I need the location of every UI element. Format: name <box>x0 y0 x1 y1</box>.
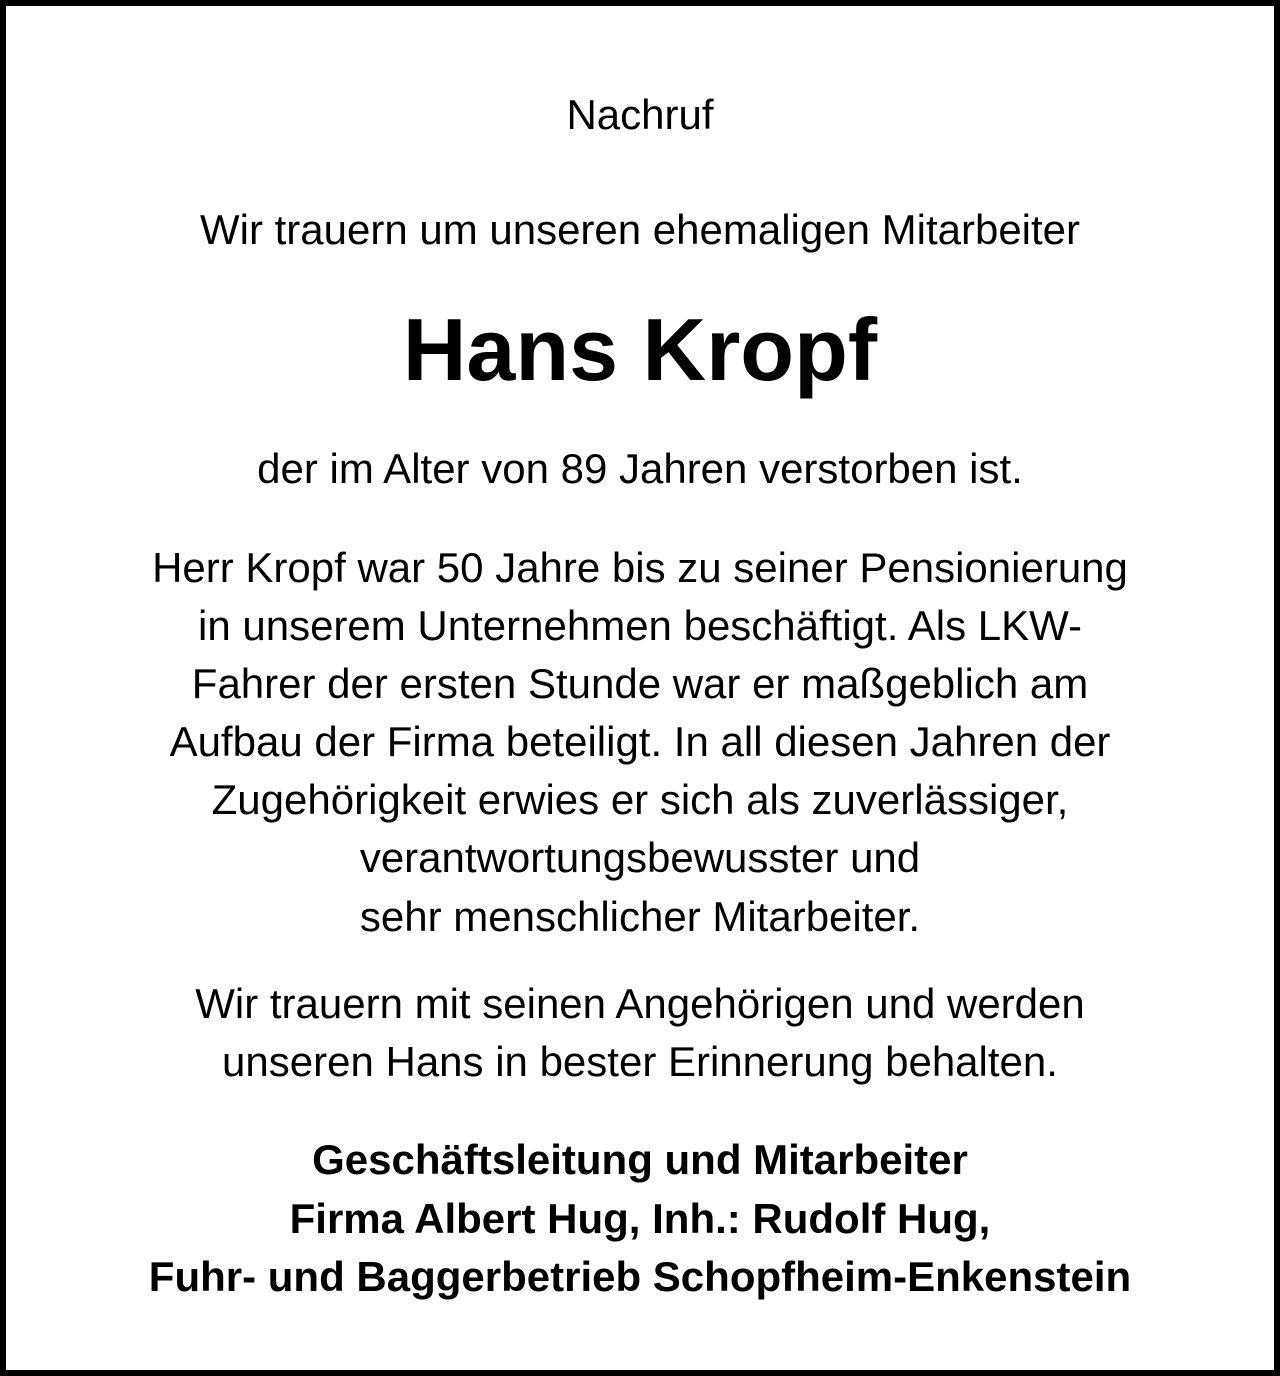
intro-text: Wir trauern um unseren ehemaligen Mitarbeiter <box>199 206 1081 253</box>
tribute-line: Fahrer der ersten Stunde war er maßgeblich am <box>191 660 1089 707</box>
closing-line: Wir trauern mit seinen Angehörigen und werden <box>195 980 1085 1027</box>
tribute-line: Aufbau der Firma beteiligt. In all diesen Jahren der <box>169 718 1111 765</box>
age-line: der im Alter von 89 Jahren verstorben ist. <box>257 445 1023 492</box>
deceased-name: Hans Kropf <box>402 300 878 399</box>
tribute-line: Zugehörigkeit erwies er sich als zuverlässiger, <box>211 776 1069 823</box>
tribute-line: Herr Kropf war 50 Jahre bis zu seiner Pensionierung <box>152 544 1128 591</box>
signature-line: Firma Albert Hug, Inh.: Rudolf Hug, <box>289 1195 991 1242</box>
notice-heading: Nachruf <box>566 91 714 138</box>
tribute-line: in unserem Unternehmen beschäftigt. Als LKW- <box>198 602 1082 649</box>
signature-line: Fuhr- und Baggerbetrieb Schopfheim-Enkenstein <box>148 1253 1132 1300</box>
signature-line: Geschäftsleitung und Mitarbeiter <box>312 1136 968 1183</box>
tribute-line: verantwortungsbewusster und <box>359 834 921 881</box>
tribute-line: sehr menschlicher Mitarbeiter. <box>359 893 921 940</box>
closing-line: unseren Hans in bester Erinnerung behalten. <box>222 1038 1058 1085</box>
